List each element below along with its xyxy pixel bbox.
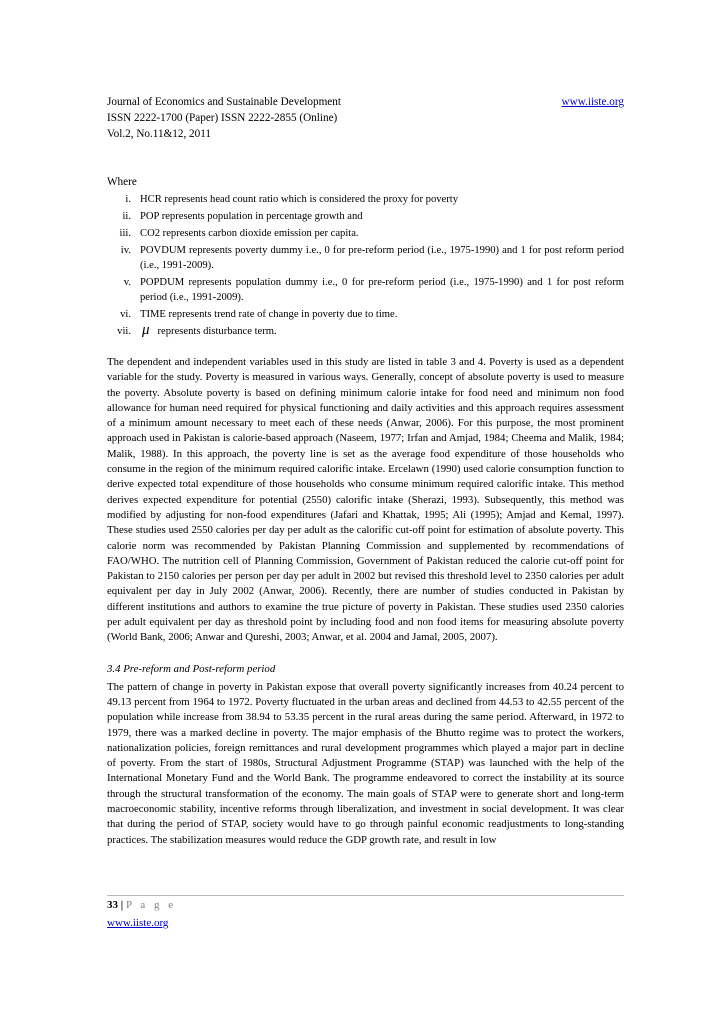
journal-title: Journal of Economics and Sustainable Development [107,96,341,108]
definition-list [107,192,624,339]
page-footer [107,895,624,931]
page-content [107,94,624,848]
definition-item [107,192,624,207]
definition-item [107,209,624,224]
page-separator: | [120,899,124,911]
definition-number: iii. [119,228,131,239]
definition-item [107,243,624,273]
definition-text: POVDUM represents poverty dummy i.e., 0 for pre-reform period (i.e., 1975-1990) and 1 for post reform period (i.e., 1991-2009). [140,245,624,271]
definition-number: v. [123,277,131,288]
definition-text: HCR represents head count ratio which is considered the proxy for poverty [140,194,459,205]
page-number: 33 [107,899,118,911]
issn-line: ISSN 2222-1700 (Paper) ISSN 2222-2855 (Online) [107,112,338,124]
definition-item [107,275,624,305]
volume-line: Vol.2, No.11&12, 2011 [107,128,212,140]
section-heading: 3.4 Pre-reform and Post-reform period [107,662,276,675]
definition-item [107,226,624,241]
definition-item [107,324,624,339]
definition-number: iv. [120,245,131,256]
journal-url-link[interactable]: www.iiste.org [561,96,624,108]
where-label: Where [107,176,137,188]
page-word: P a g e [125,899,177,911]
page-number-line [107,898,624,913]
definition-text: POP represents population in percentage growth and [140,211,363,222]
footer-rule [107,895,624,896]
definition-text: CO2 represents carbon dioxide emission per capita. [140,228,359,239]
journal-header [107,94,624,142]
definition-number: ii. [122,211,131,222]
footer-url-link[interactable]: www.iiste.org [107,917,169,929]
definition-text-rest: represents disturbance term. [157,326,277,337]
mu-symbol: μ [142,322,150,338]
definition-number: vii. [117,326,131,337]
definition-text [140,324,624,339]
definition-text: TIME represents trend rate of change in poverty due to time. [140,309,398,320]
body-paragraph-variables: The dependent and independent variables used in this study are listed in table 3 and 4. Poverty is used as a dependent variable for the study. Poverty is measured in various ways. Generally, concept of absolute poverty is used to measure the poverty. Absolute poverty is based on defining minimum calorie intake for food need and minimum non food allowance for human need required for physical functioning and daily activities and this approach requires assessment of a minimum amount necessary to meet each of these needs (Anwar, 2006). For this purpose, the most prominent approach used in Pakistan is calorie-based approach (Naseem, 1977; Irfan and Amjad, 1984; Cheema and Malik, 1984; Malik, 1988). In this approach, the poverty line is set as the average food expenditure of those households who consume in the region of the minimum required calorific intake. Ercelawn (1990) used calorie consumption function to derive expected total expenditure of those households who consume minimum required calorific intake. This method derives expected expenditure for potential (2550) calorific intake (Sherazi, 1993). Subsequently, this method was modified by adjusting for non-food expenditures (Jafari and Khattak, 1995; Ali (1995); Amjad and Kemal, 1997). These studies used 2550 calories per day per adult as the calorific cut-off point for estimation of absolute poverty. This calorie norm was recommended by Pakistan Planning Commission and supplemented by recommendations of FAO/WHO. The nutrition cell of Planning Commission, Government of Pakistan reduced the calorie cut-off point for Pakistan to 2150 calories per person per day per adult in 2002 but revised this threshold level to 2350 calories per adult equivalent per day in July 2002 (Anwar, 2006). Recently, there are number of studies conducted in Pakistan by different institutions and authors to examine the true picture of poverty in Pakistan. These studies used 2350 calories per adult equivalent per day as threshold point by including food and non food items for measuring absolute poverty (World Bank, 2006; Anwar and Qureshi, 2003; Anwar, et al. 2004 and Jamal, 2005, 2007). [107,356,624,644]
definition-text: POPDUM represents population dummy i.e., 0 for pre-reform period (i.e., 1975-1990) and 1 for post reform period (i.e., 1991-2009). [140,277,624,303]
definition-number: vi. [120,309,131,320]
definition-item [107,307,624,322]
definition-number: i. [125,194,131,205]
body-paragraph-poverty-pattern: The pattern of change in poverty in Pakistan expose that overall poverty significantly increases from 40.24 percent to 49.13 percent from 1964 to 1972. Poverty fluctuated in the urban areas and declined from 44.53 to 42.55 percent of the population while increase from 38.94 to 53.35 percent in the rural areas during the same period. Afterward, in 1972 to 1979, there was a marked decline in poverty. The major emphasis of the Bhutto regime was to protect the workers, nationalization policies, foreign remittances and rural development programmes which played a major part in decline of poverty. From the start of 1980s, Structural Adjustment Programme (STAP) was launched with the help of the International Monetary Fund and the World Bank. The programme endeavored to correct the instability at its source through the structural transformation of the economy. The main goals of STAP were to generate short and long-term macroeconomic stability, incentive reforms through liberalization, and investment in social development. It was clear that during the period of STAP, society would have to go through painful economic readjustments to long-standing practices. The stabilization measures would reduce the GDP growth rate, and result in low [107,680,624,846]
